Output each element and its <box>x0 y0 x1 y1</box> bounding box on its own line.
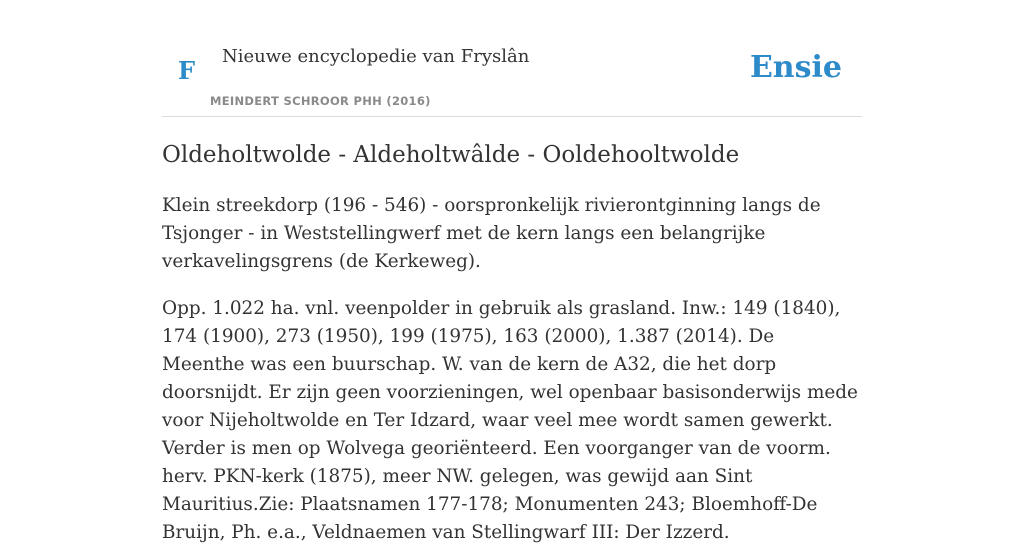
book-author: MEINDERT SCHROOR PHH (2016) <box>210 94 431 108</box>
book-logo[interactable]: F <box>178 56 196 85</box>
entry-title: Oldeholtwolde - Aldeholtwâlde - Ooldehooltwolde <box>162 142 740 168</box>
site-header <box>162 0 862 117</box>
ensie-logo[interactable]: Ensie <box>749 50 842 85</box>
book-title[interactable]: Nieuwe encyclopedie van Fryslân <box>222 46 530 67</box>
entry-paragraph: Klein streekdorp (196 - 546) - oorspronkelijk rivierontginning langs de Tsjonger - in Weststellingwerf met de kern langs een belangrijke verkavelingsgrens (de Kerkeweg). <box>162 195 821 272</box>
entry-content <box>162 138 862 547</box>
entry-paragraph: Opp. 1.022 ha. vnl. veenpolder in gebruik als grasland. Inw.: 149 (1840), 174 (1900), 273 (1950), 199 (1975), 163 (2000), 1.387 (2014). De Meenthe was een buurschap. W. van de kern de A32, die het dorp doorsnijdt. Er zijn geen voorzieningen, wel openbaar basisonderwijs mede voor Nijeholtwolde en Ter Idzard, waar veel mee wordt samen gewerkt. Verder is men op Wolvega georiënteerd. Een voorganger van de voorm. herv. PKN-kerk (1875), meer NW. gelegen, was gewijd aan Sint Mauritius.Zie: Plaatsnamen 177-178; Monumenten 243; Bloemhoff-De Bruijn, Ph. e.a., Veldnaemen van Stellingwarf III: Der Izzerd. <box>162 298 858 543</box>
